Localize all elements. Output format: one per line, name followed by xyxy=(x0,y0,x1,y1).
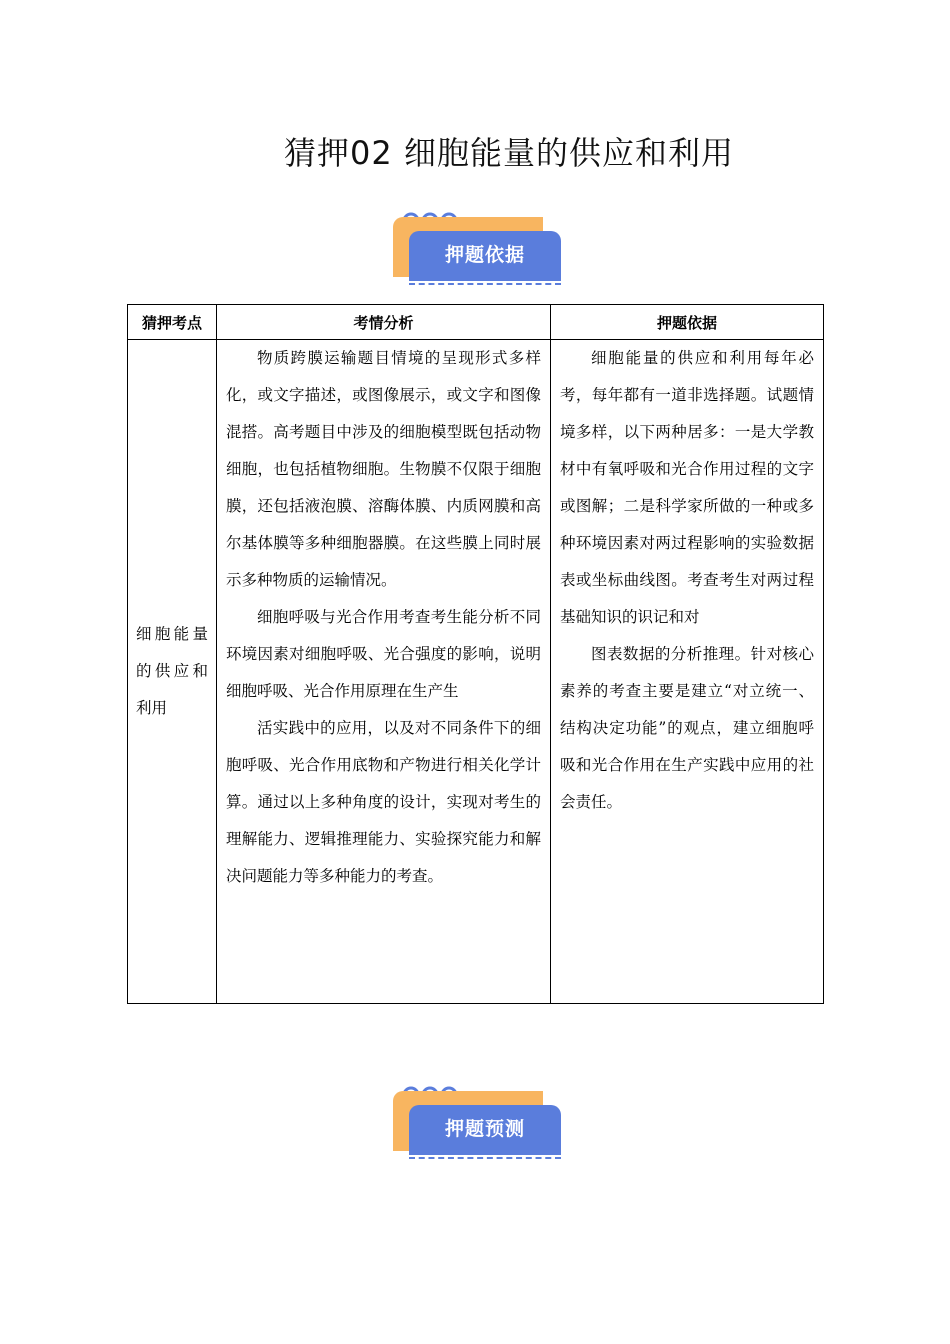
section-badge-basis xyxy=(393,205,563,295)
section-badge-label: 押题依据 xyxy=(409,231,561,281)
section-badge-prediction xyxy=(393,1079,563,1169)
analysis-table xyxy=(127,304,824,1004)
topic-text: 细胞能量的供应和利用 xyxy=(136,625,208,717)
analysis-paragraph: 细胞呼吸与光合作用考查考生能分析不同环境因素对细胞呼吸、光合强度的影响，说明细胞呼吸、光合作用原理在生产生 xyxy=(226,608,541,700)
header-topic: 猜押考点 xyxy=(128,305,217,340)
table-header-row xyxy=(128,305,824,340)
basis-paragraph: 细胞能量的供应和利用每年必考，每年都有一道非选择题。试题情境多样，以下两种居多：一是大学教材中有氧呼吸和光合作用过程的文字或图解；二是科学家所做的一种或多种环境因素对两过程影响的实验数据表或坐标曲线图。考查考生对两过程基础知识的识记和对 xyxy=(560,349,814,626)
header-analysis: 考情分析 xyxy=(217,305,551,340)
basis-cell xyxy=(551,340,824,1004)
analysis-paragraph: 物质跨膜运输题目情境的呈现形式多样化，或文字描述，或图像展示，或文字和图像混搭。高考题目中涉及的细胞模型既包括动物细胞，也包括植物细胞。生物膜不仅限于细胞膜，还包括液泡膜、溶酶体膜、内质网膜和高尔基体膜等多种细胞器膜。在这些膜上同时展示多种物质的运输情况。 xyxy=(226,349,541,589)
analysis-cell xyxy=(217,340,551,1004)
analysis-paragraph: 活实践中的应用，以及对不同条件下的细胞呼吸、光合作用底物和产物进行相关化学计算。通过以上多种角度的设计，实现对考生的理解能力、逻辑推理能力、实验探究能力和解决问题能力等多种能力的考查。 xyxy=(226,719,541,885)
topic-cell xyxy=(128,340,217,1004)
basis-paragraph: 图表数据的分析推理。针对核心素养的考查主要是建立“对立统一、结构决定功能”的观点，建立细胞呼吸和光合作用在生产实践中应用的社会责任。 xyxy=(560,645,814,811)
section-badge-label: 押题预测 xyxy=(409,1105,561,1155)
table-row xyxy=(128,340,824,1004)
header-basis: 押题依据 xyxy=(551,305,824,340)
page-title: 猜押02 细胞能量的供应和利用 xyxy=(284,134,734,172)
